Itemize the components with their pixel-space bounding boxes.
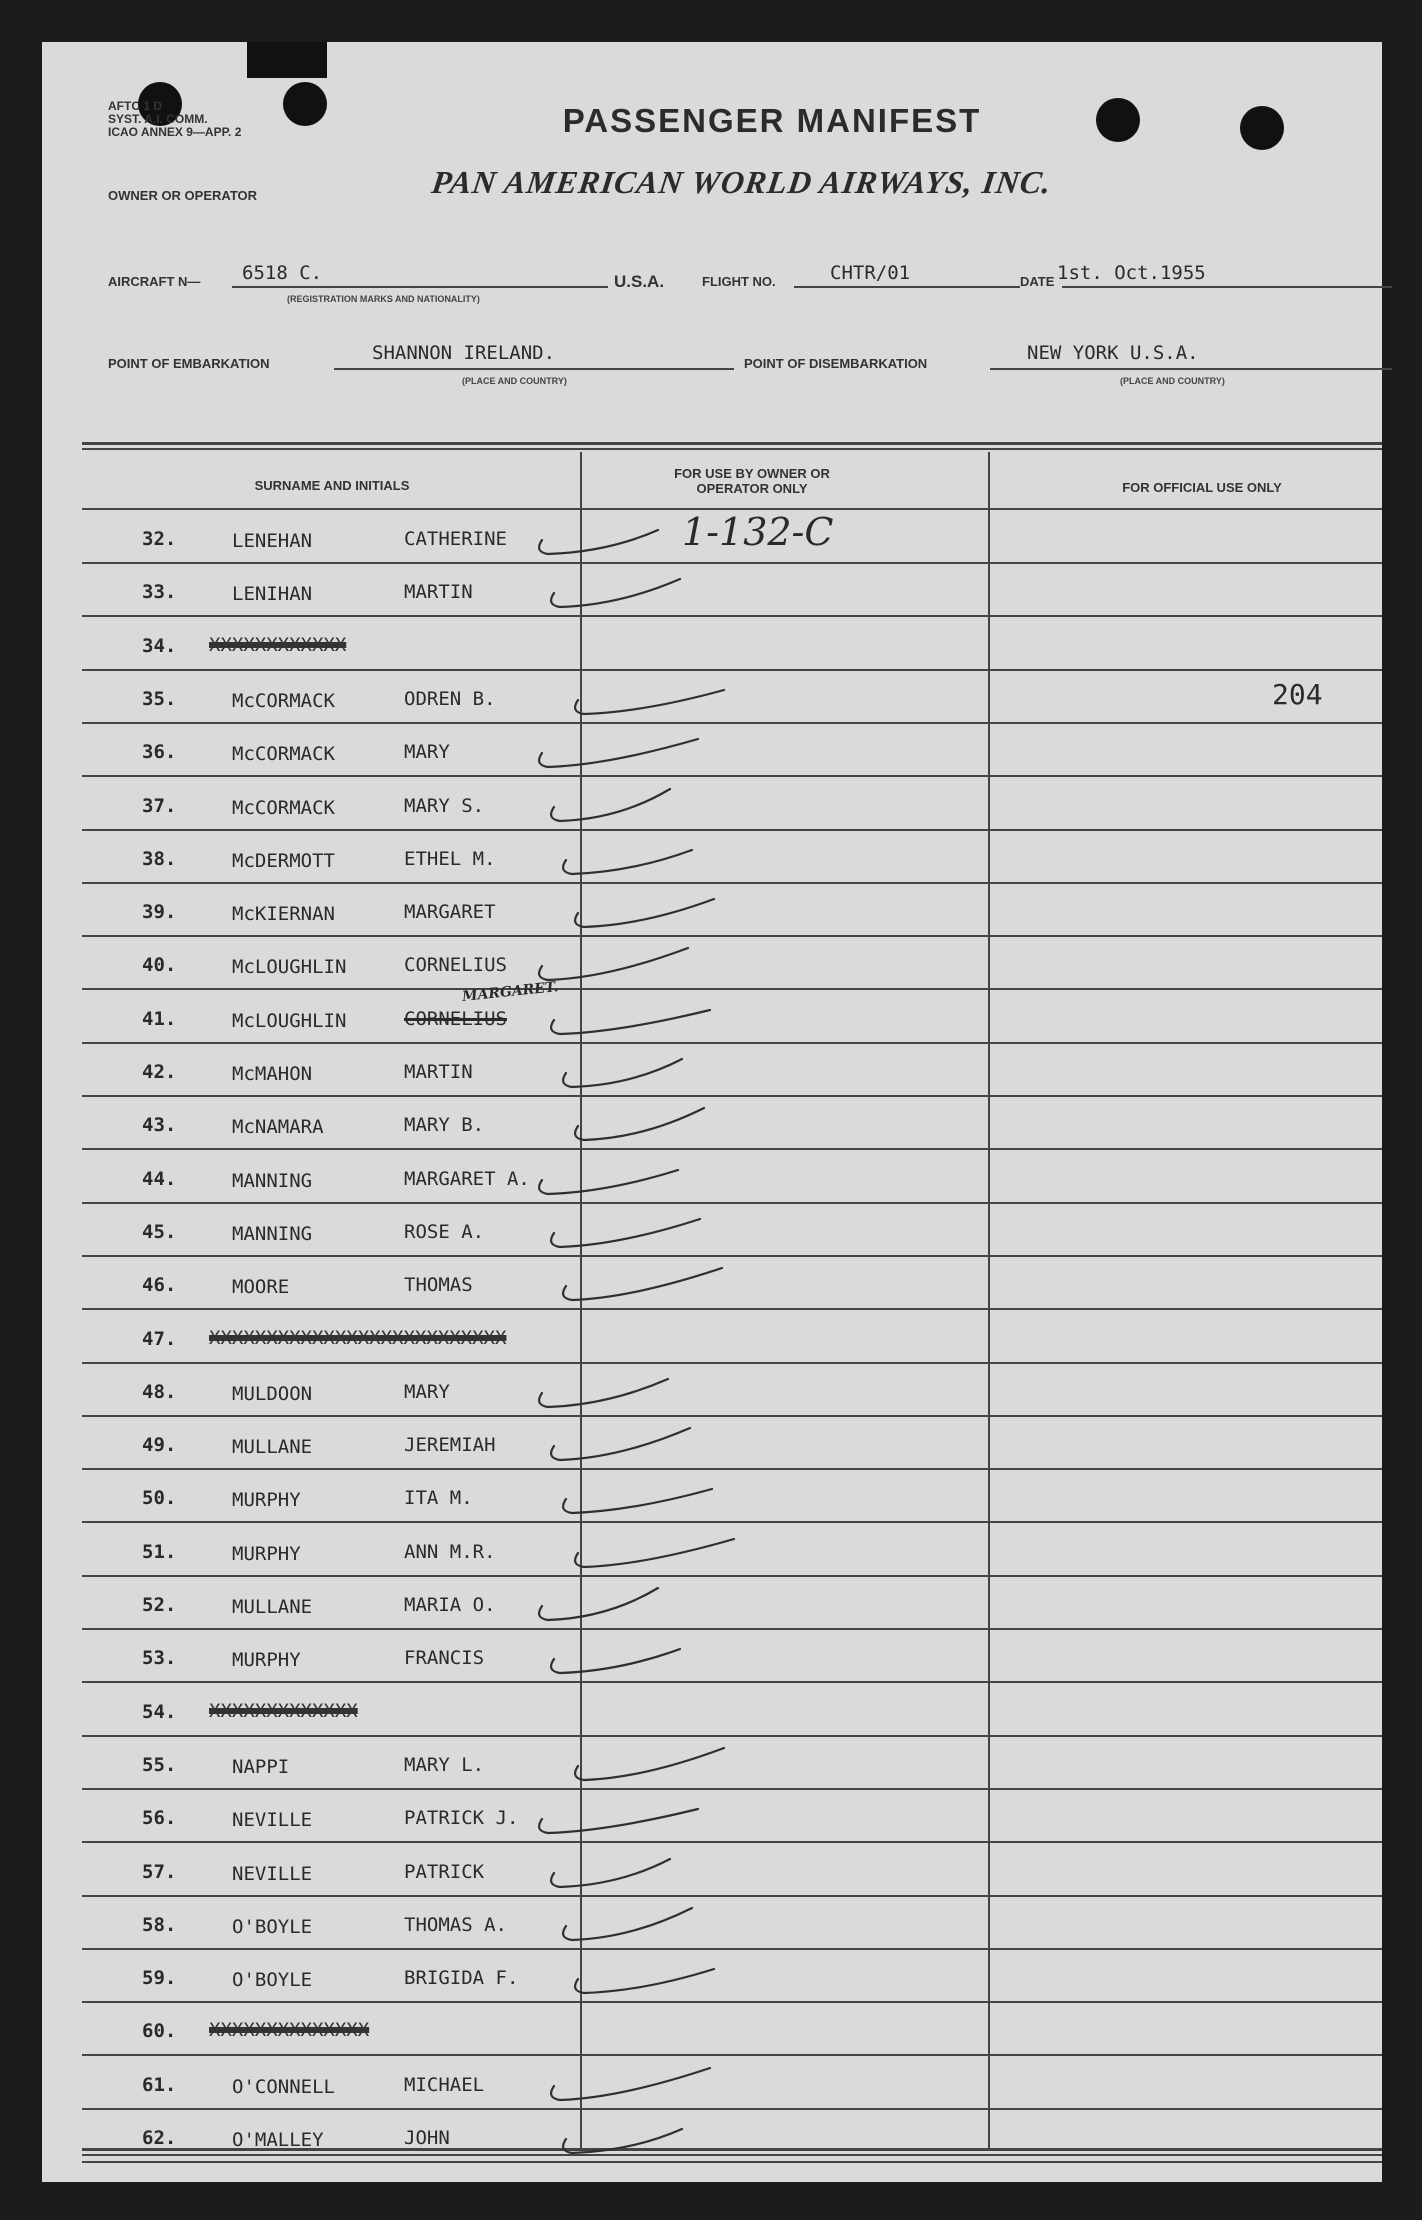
table-row: [82, 830, 1382, 883]
form-ref-line: ICAO ANNEX 9—APP. 2: [108, 125, 242, 139]
company-name: PAN AMERICAN WORLD AIRWAYS, INC.: [429, 164, 1055, 200]
passenger-given-name: MARIA O.: [404, 1594, 496, 1616]
row-number: 51.: [142, 1540, 177, 1563]
flight-label: FLIGHT NO.: [702, 274, 776, 289]
row-number: 58.: [142, 1913, 177, 1936]
passenger-surname: McLOUGHLIN: [232, 956, 347, 979]
row-rule: [82, 2161, 1382, 2163]
check-mark-icon: [558, 1736, 778, 1789]
passenger-given-name: ODREN B.: [404, 687, 496, 710]
embark-caption: (PLACE AND COUNTRY): [462, 376, 567, 386]
row-number: 38.: [142, 847, 177, 870]
table-row: [82, 1683, 1382, 1736]
disembark-label: POINT OF DISEMBARKATION: [744, 356, 928, 371]
passenger-surname: McNAMARA: [232, 1116, 324, 1139]
passenger-surname: MURPHY: [232, 1649, 301, 1672]
check-mark-icon: [534, 1843, 754, 1896]
table-row: [82, 883, 1382, 936]
check-mark-icon: [534, 563, 754, 616]
check-mark-icon: [522, 1363, 742, 1416]
row-number: 48.: [142, 1380, 177, 1403]
row-number: 39.: [142, 901, 177, 924]
table-row: [82, 1469, 1382, 1522]
passenger-surname: McLOUGHLIN: [232, 1009, 347, 1032]
check-mark-icon: [558, 1096, 778, 1149]
row-number: 33.: [142, 581, 177, 604]
check-mark-icon: [546, 830, 766, 883]
passenger-surname: MURPHY: [232, 1489, 301, 1512]
table-row: [82, 2109, 1382, 2162]
flight-line: [794, 286, 1020, 288]
table-row: [82, 1736, 1382, 1789]
embark-label: POINT OF EMBARKATION: [108, 356, 270, 371]
passenger-given-name: MARGARET A.: [404, 1167, 530, 1190]
struck-entry: XXXXXXXXXXXXX: [209, 1699, 358, 1722]
passenger-surname: McMAHON: [232, 1063, 313, 1085]
passenger-surname: O'MALLEY: [232, 2129, 324, 2151]
table-row: [82, 1363, 1382, 1416]
registration-caption: (REGISTRATION MARKS AND NATIONALITY): [287, 294, 480, 304]
passenger-given-name: MARY S.: [404, 794, 485, 817]
binder-tab: [247, 42, 327, 78]
row-number: 54.: [142, 1700, 177, 1723]
passenger-surname: McCORMACK: [232, 796, 335, 819]
aircraft-number: 6518 C.: [242, 262, 323, 284]
check-mark-icon: [522, 723, 742, 776]
check-mark-icon: [546, 2109, 766, 2162]
passenger-given-name: MARY L.: [404, 1753, 485, 1776]
disembark-line: [990, 368, 1392, 370]
row-number: 60.: [142, 2020, 177, 2043]
row-number: 49.: [142, 1434, 177, 1457]
row-number: 32.: [142, 528, 177, 550]
row-number: 37.: [142, 794, 177, 817]
check-mark-icon: [558, 1949, 778, 2002]
flight-number: CHTR/01: [830, 262, 911, 284]
check-mark-icon: [522, 1150, 742, 1203]
form-ref-line: SYST. A.I. COMM.: [108, 112, 208, 126]
passenger-surname: McKIERNAN: [232, 903, 335, 926]
passenger-surname: O'BOYLE: [232, 1969, 313, 1992]
row-number: 45.: [142, 1220, 177, 1243]
struck-entry: XXXXXXXXXXXX: [209, 633, 347, 656]
aircraft-label: AIRCRAFT N—: [108, 274, 201, 289]
page-title: PASSENGER MANIFEST: [562, 102, 982, 139]
date-line: [1062, 286, 1392, 288]
column-header-official: FOR OFFICIAL USE ONLY: [1122, 480, 1282, 495]
passenger-given-name: THOMAS A.: [404, 1913, 507, 1936]
table-row: [82, 1843, 1382, 1896]
table-row: [82, 1523, 1382, 1576]
passenger-surname: MULLANE: [232, 1596, 313, 1618]
row-number: 53.: [142, 1647, 177, 1670]
table-row: [82, 510, 1382, 563]
row-number: 50.: [142, 1487, 177, 1510]
passenger-surname: O'BOYLE: [232, 1915, 313, 1938]
passenger-given-name: PATRICK J.: [404, 1807, 519, 1830]
check-mark-icon: [546, 1043, 766, 1096]
disembark-place: NEW YORK U.S.A.: [1027, 342, 1199, 364]
check-mark-icon: [522, 1576, 742, 1629]
table-row: [82, 1629, 1382, 1682]
check-mark-icon: [534, 777, 754, 830]
disembark-caption: (PLACE AND COUNTRY): [1120, 376, 1225, 386]
row-number: 55.: [142, 1753, 177, 1776]
usa-label: U.S.A.: [614, 272, 665, 291]
row-number: 44.: [142, 1167, 177, 1190]
passenger-given-name: JEREMIAH: [404, 1434, 496, 1457]
embark-place: SHANNON IRELAND.: [372, 342, 556, 364]
table-row: [82, 670, 1382, 723]
check-mark-icon: [534, 2056, 754, 2109]
passenger-surname: MURPHY: [232, 1542, 301, 1565]
handwritten-correction: MARGARET.: [461, 978, 560, 1005]
check-mark-icon: [534, 990, 754, 1043]
row-number: 61.: [142, 2073, 177, 2096]
table-row: [82, 936, 1382, 989]
table-row: [82, 1576, 1382, 1629]
row-number: 47.: [142, 1327, 177, 1350]
row-number: 35.: [142, 687, 177, 710]
passenger-surname: McDERMOTT: [232, 849, 335, 872]
manifest-sheet: [42, 42, 1382, 2182]
table-row: [82, 777, 1382, 830]
passenger-surname: MOORE: [232, 1276, 290, 1299]
embark-line: [334, 368, 734, 370]
check-mark-icon: [558, 883, 778, 936]
passenger-given-name: CATHERINE: [404, 528, 507, 550]
passenger-given-name: BRIGIDA F.: [404, 1967, 519, 1990]
table-row: [82, 1256, 1382, 1309]
passenger-given-name: MICHAEL: [404, 2073, 485, 2096]
table-row: [82, 1416, 1382, 1469]
owner-note: 1-132-C: [682, 510, 834, 554]
table-row: [82, 1310, 1382, 1363]
check-mark-icon: [558, 670, 778, 723]
struck-entry: XXXXXXXXXXXXXX: [209, 2019, 370, 2042]
passenger-surname: NEVILLE: [232, 1809, 313, 1832]
check-mark-icon: [522, 1789, 742, 1842]
row-number: 57.: [142, 1860, 177, 1883]
passenger-given-name: PATRICK: [404, 1860, 485, 1883]
table-row: [82, 1203, 1382, 1256]
flight-date: 1st. Oct.1955: [1057, 262, 1206, 284]
passenger-surname: McCORMACK: [232, 743, 335, 766]
passenger-surname: O'CONNELL: [232, 2075, 335, 2098]
check-mark-icon: [546, 1896, 766, 1949]
passenger-surname: LENEHAN: [232, 530, 313, 552]
check-mark-icon: [534, 1203, 754, 1256]
table-top-rule: [82, 442, 1382, 445]
passenger-surname: MULLANE: [232, 1436, 313, 1459]
passenger-surname: MANNING: [232, 1169, 313, 1192]
check-mark-icon: [558, 1523, 778, 1576]
owner-label: OWNER OR OPERATOR: [108, 188, 258, 203]
check-mark-icon: [546, 1256, 766, 1309]
passenger-surname: NAPPI: [232, 1755, 290, 1778]
passenger-given-name: MARY: [404, 741, 450, 764]
table-row: [82, 2002, 1382, 2055]
row-number: 52.: [142, 1594, 177, 1616]
passenger-surname: McCORMACK: [232, 689, 335, 712]
table-row: [82, 1150, 1382, 1203]
passenger-surname: MULDOON: [232, 1382, 313, 1405]
passenger-given-name: MARY: [404, 1380, 450, 1403]
check-mark-icon: [546, 1469, 766, 1522]
table-row: [82, 2056, 1382, 2109]
table-row: [82, 1789, 1382, 1842]
column-header-owner: FOR USE BY OWNER OR OPERATOR ONLY: [674, 466, 830, 496]
check-mark-icon: [534, 1416, 754, 1469]
row-number: 41.: [142, 1007, 177, 1030]
row-number: 59.: [142, 1967, 177, 1990]
column-header-surname: SURNAME AND INITIALS: [254, 478, 410, 493]
passenger-given-name: ANN M.R.: [404, 1540, 496, 1563]
passenger-given-name: ITA M.: [404, 1487, 473, 1510]
row-number: 43.: [142, 1114, 177, 1137]
table-row: [82, 563, 1382, 616]
table-row: [82, 978, 1382, 1043]
passenger-given-name: JOHN: [404, 2127, 450, 2149]
passenger-given-name: ETHEL M.: [404, 847, 496, 870]
official-note: 204: [1272, 677, 1323, 711]
row-number: 46.: [142, 1274, 177, 1297]
passenger-given-name: ROSE A.: [404, 1220, 485, 1243]
passenger-given-name: MARTIN: [404, 1061, 473, 1083]
passenger-given-name: MARGARET: [404, 901, 496, 924]
table-row: [82, 1043, 1382, 1096]
passenger-surname: MANNING: [232, 1222, 313, 1245]
row-number: 40.: [142, 954, 177, 977]
struck-entry: XXXXXXXXXXXXXXXXXXXXXXXXXX: [209, 1326, 507, 1349]
date-label: DATE: [1020, 274, 1055, 289]
table-row: [82, 617, 1382, 670]
row-number: 62.: [142, 2127, 177, 2149]
row-number: 56.: [142, 1807, 177, 1830]
table-row: [82, 1096, 1382, 1149]
passenger-given-name: MARTIN: [404, 581, 473, 604]
form-ref-line: AFTC 1 D: [108, 99, 162, 113]
passenger-given-name: FRANCIS: [404, 1647, 485, 1670]
check-mark-icon: [534, 1629, 754, 1682]
row-number: 34.: [142, 634, 177, 657]
table-row: [82, 1949, 1382, 2002]
table-row: [82, 723, 1382, 776]
table-top-rule-2: [82, 448, 1382, 450]
table-row: [82, 1896, 1382, 1949]
passenger-given-name: MARY B.: [404, 1114, 485, 1137]
passenger-surname: NEVILLE: [232, 1862, 313, 1885]
passenger-given-name: THOMAS: [404, 1274, 473, 1297]
row-number: 36.: [142, 741, 177, 764]
passenger-surname: LENIHAN: [232, 583, 313, 606]
passenger-given-name: CORNELIUS: [404, 954, 507, 977]
passenger-given-name: CORNELIUS: [404, 1007, 507, 1030]
aircraft-line: [232, 286, 608, 288]
row-number: 42.: [142, 1061, 177, 1083]
